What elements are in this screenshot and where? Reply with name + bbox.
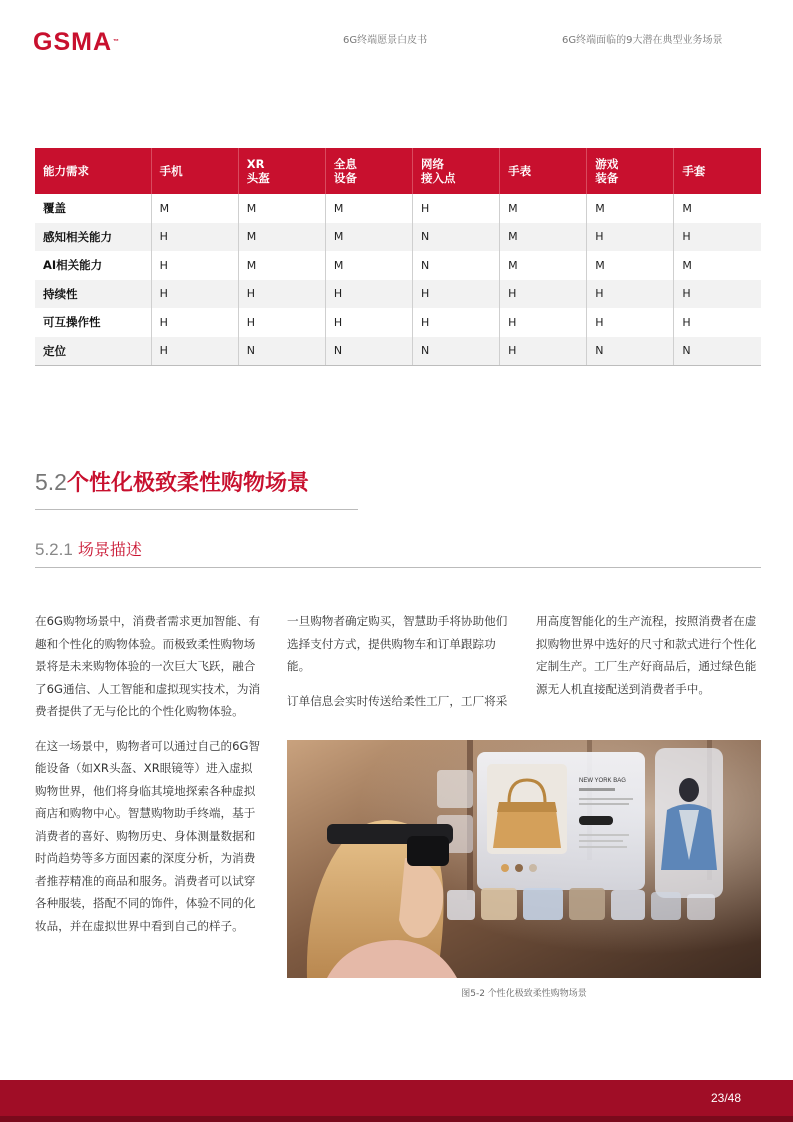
table-cell: H <box>587 223 674 252</box>
table-cell: N <box>412 223 499 252</box>
section-number: 5.2 <box>35 469 67 495</box>
paragraph: 订单信息会实时传送给柔性工厂，工厂将采 <box>287 693 508 708</box>
paragraph: 用高度智能化的生产流程，按照消费者在虚拟购物世界中选好的尺寸和款式进行个性化定制生产。工厂生产好商品后，通过绿色能源无人机直接配送到消费者手中。 <box>536 614 757 696</box>
table-cell: H <box>238 280 325 309</box>
text-column-2 <box>287 610 515 724</box>
gsma-logo: GSMA™ <box>33 28 119 56</box>
section-heading: 个性化极致柔性购物场景 <box>66 471 309 496</box>
table-cell: H <box>587 280 674 309</box>
table-header-cell: 能力需求 <box>35 148 151 194</box>
table-cell: N <box>325 337 412 366</box>
table-cell: H <box>238 308 325 337</box>
table-row <box>35 280 761 309</box>
table-header-row <box>35 148 761 194</box>
table-row <box>35 337 761 366</box>
table-cell: M <box>587 194 674 223</box>
table-cell: M <box>674 251 761 280</box>
subsection-title <box>35 538 142 562</box>
table-cell: 可互操作性 <box>43 315 101 330</box>
table-cell: N <box>412 251 499 280</box>
figure-caption: 图5-2 个性化极致柔性购物场景 <box>461 989 587 999</box>
table-cell: H <box>151 280 238 309</box>
text-column-1 <box>35 610 263 949</box>
paragraph: 在这一场景中，购物者可以通过自己的6G智能设备（如XR头盔、XR眼镜等）进入虚拟购物世界，他们将身临其境地探索各种虚拟商店和购物中心。智慧购物助手终端，基于消费者的喜好、购物历史、身体测量数据和时尚趋势等多方面因素的深度分析，为消费者推荐精准的商品和服务。消费者可以试穿各种服装，搭配不同的饰件，体验不同的化妆品，并在虚拟世界中看到自己的样子。 <box>35 738 261 933</box>
page-header <box>0 0 793 70</box>
table-cell: N <box>412 337 499 366</box>
paragraph: 在6G购物场景中，消费者需求更加智能、有趣和个性化的购物体验。而极致柔性购物场景将是未来购物体验的一次巨大飞跃，融合了6G通信、人工智能和虚拟现实技术，为消费者提供了无与伦比的个性化购物体验。 <box>35 614 261 718</box>
doc-title: 6G终端愿景白皮书 <box>343 35 428 46</box>
table-row <box>35 223 761 252</box>
capability-table <box>35 148 761 366</box>
table-cell: 覆盖 <box>43 201 66 216</box>
table-cell: M <box>500 194 587 223</box>
table-cell: H <box>412 280 499 309</box>
table-cell: M <box>500 251 587 280</box>
table-header-cell: 手表 <box>500 148 587 194</box>
table-cell: M <box>325 194 412 223</box>
table-cell: AI相关能力 <box>43 258 103 273</box>
table-cell: N <box>238 337 325 366</box>
table-cell: H <box>151 337 238 366</box>
table-cell: H <box>500 308 587 337</box>
table-cell: M <box>151 194 238 223</box>
panel-title: NEW YORK BAG <box>579 778 626 784</box>
table-cell: M <box>238 223 325 252</box>
table-header-cell: 手机 <box>151 148 238 194</box>
paragraph: 一旦购物者确定购买，智慧助手将协助他们选择支付方式，提供购物车和订单跟踪功能。 <box>287 614 508 673</box>
section-divider <box>35 509 358 510</box>
table-cell: H <box>500 337 587 366</box>
table-row <box>35 251 761 280</box>
text-column-3 <box>536 610 764 712</box>
table-header-cell: XR 头盔 <box>238 148 325 194</box>
table-cell: M <box>238 194 325 223</box>
table-cell: H <box>500 280 587 309</box>
table-cell: 持续性 <box>35 280 151 309</box>
subsection-divider <box>35 567 761 568</box>
subsection-number: 5.2.1 <box>35 540 73 559</box>
table-cell: M <box>500 223 587 252</box>
table-cell: M <box>674 194 761 223</box>
table-cell: 感知相关能力 <box>35 223 151 252</box>
table-row <box>35 194 761 223</box>
footer-band <box>0 1116 793 1122</box>
table-cell: M <box>325 223 412 252</box>
table-cell: N <box>587 337 674 366</box>
table-cell: M <box>238 251 325 280</box>
page-number: 23/48 <box>710 1091 741 1105</box>
table-cell: 定位 <box>35 337 151 366</box>
table-cell: H <box>412 308 499 337</box>
section-title <box>35 466 309 500</box>
table-cell: H <box>151 223 238 252</box>
table-cell: M <box>325 251 412 280</box>
subsection-heading: 场景描述 <box>77 540 142 559</box>
chapter-title: 6G终端面临的9大潜在典型业务场景 <box>562 35 723 46</box>
table-cell: N <box>674 337 761 366</box>
table-cell: H <box>151 251 238 280</box>
table-cell: H <box>325 280 412 309</box>
table-row <box>35 308 761 337</box>
table-header-cell: 全息 设备 <box>325 148 412 194</box>
table-cell: H <box>325 308 412 337</box>
table-header-cell: 手套 <box>674 148 761 194</box>
table-cell: H <box>151 308 238 337</box>
table-cell: H <box>674 308 761 337</box>
table-cell: H <box>587 308 674 337</box>
table-cell: H <box>412 194 499 223</box>
table-cell: M <box>587 251 674 280</box>
table-header-cell: 游戏 装备 <box>587 148 674 194</box>
table-header-cell: 网络 接入点 <box>412 148 499 194</box>
table-cell: H <box>674 280 761 309</box>
page-footer <box>0 1080 793 1122</box>
table-cell: H <box>674 223 761 252</box>
shopping-scene-image <box>287 740 761 978</box>
